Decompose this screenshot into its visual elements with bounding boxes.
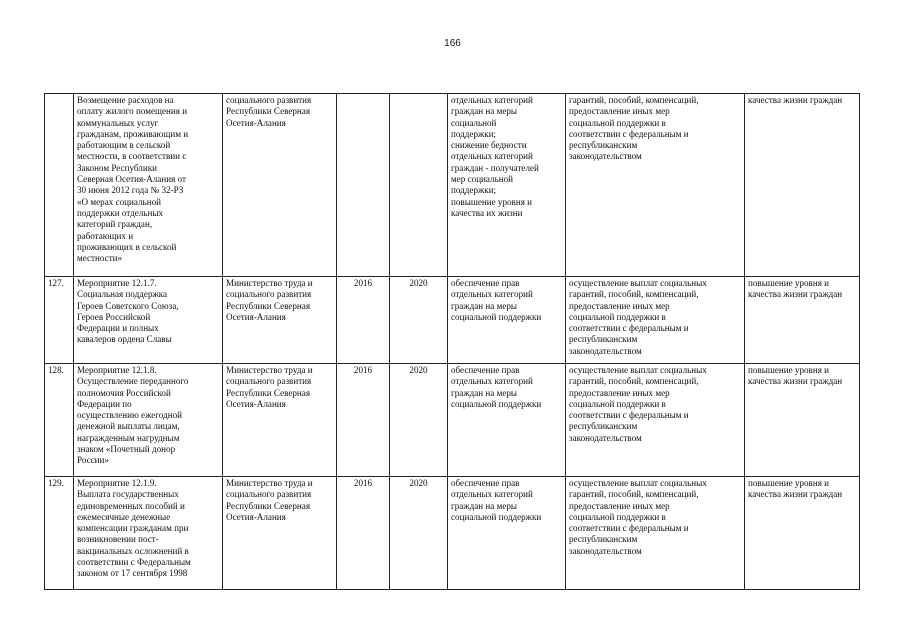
start-year: 2016 <box>337 477 390 590</box>
program-table <box>44 93 860 590</box>
row-number: 127. <box>45 277 74 364</box>
end-year: 2020 <box>390 277 448 364</box>
end-year: 2020 <box>390 364 448 477</box>
main-directions: осуществление выплат социальных гарантий, пособий, компенсаций, предоставление иных мер социальной поддержки в соответствии с федеральным и республиканским законодательством <box>566 277 745 364</box>
executor: Министерство труда и социального развития Республики Северная Осетия-Алания <box>223 364 337 477</box>
expected-result: обеспечение прав отдельных категорий граждан на меры социальной поддержки <box>448 277 566 364</box>
row-number: 128. <box>45 364 74 477</box>
measure-title: Мероприятие 12.1.7. Социальная поддержка Героев Советского Союза, Героев Российской Федерации и полных кавалеров ордена Славы <box>74 277 223 364</box>
indicator: повышение уровня и качества жизни граждан <box>745 364 860 477</box>
executor: Министерство труда и социального развития Республики Северная Осетия-Алания <box>223 477 337 590</box>
table-row <box>45 277 860 364</box>
executor: Министерство труда и социального развития Республики Северная Осетия-Алания <box>223 277 337 364</box>
indicator: повышение уровня и качества жизни граждан <box>745 477 860 590</box>
expected-result: обеспечение прав отдельных категорий граждан на меры социальной поддержки <box>448 477 566 590</box>
indicator: повышение уровня и качества жизни граждан <box>745 277 860 364</box>
measure-title: Возмещение расходов на оплату жилого помещения и коммунальных услуг гражданам, проживающим и работающим в сельской местности, в соответствии с Законом Республики Северная Осетия-Алания от 30 июня 2012 года № 32-РЗ «О мерах социальной поддержки отдельных категорий граждан, работающих и проживающих в сельской местности» <box>74 94 223 277</box>
main-directions: гарантий, пособий, компенсаций, предоставление иных мер социальной поддержки в соответствии с федеральным и республиканским законодательством <box>566 94 745 277</box>
table-row <box>45 94 860 277</box>
measure-title: Мероприятие 12.1.9. Выплата государственных единовременных пособий и ежемесячные денежные компенсации гражданам при возникновении пост- вакцинальных осложнений в соответствии с Федеральным законом от 17 сентября 1998 <box>74 477 223 590</box>
main-directions: осуществление выплат социальных гарантий, пособий, компенсаций, предоставление иных мер социальной поддержки в соответствии с федеральным и республиканским законодательством <box>566 477 745 590</box>
indicator: качества жизни граждан <box>745 94 860 277</box>
expected-result: отдельных категорий граждан на меры социальной поддержки; снижение бедности отдельных категорий граждан - получателей мер социальной поддержки; повышение уровня и качества их жизни <box>448 94 566 277</box>
start-year: 2016 <box>337 277 390 364</box>
table-row <box>45 477 860 590</box>
start-year <box>337 94 390 277</box>
main-directions: осуществление выплат социальных гарантий, пособий, компенсаций, предоставление иных мер социальной поддержки в соответствии с федеральным и республиканским законодательством <box>566 364 745 477</box>
table-row <box>45 364 860 477</box>
end-year: 2020 <box>390 477 448 590</box>
expected-result: обеспечение прав отдельных категорий граждан на меры социальной поддержки <box>448 364 566 477</box>
row-number: 129. <box>45 477 74 590</box>
measure-title: Мероприятие 12.1.8. Осуществление переданного полномочия Российской Федерации по осуществлению ежегодной денежной выплаты лицам, награжденным нагрудным знаком «Почетный донор России» <box>74 364 223 477</box>
row-number <box>45 94 74 277</box>
start-year: 2016 <box>337 364 390 477</box>
executor: социального развития Республики Северная Осетия-Алания <box>223 94 337 277</box>
end-year <box>390 94 448 277</box>
page-number: 166 <box>444 38 461 49</box>
